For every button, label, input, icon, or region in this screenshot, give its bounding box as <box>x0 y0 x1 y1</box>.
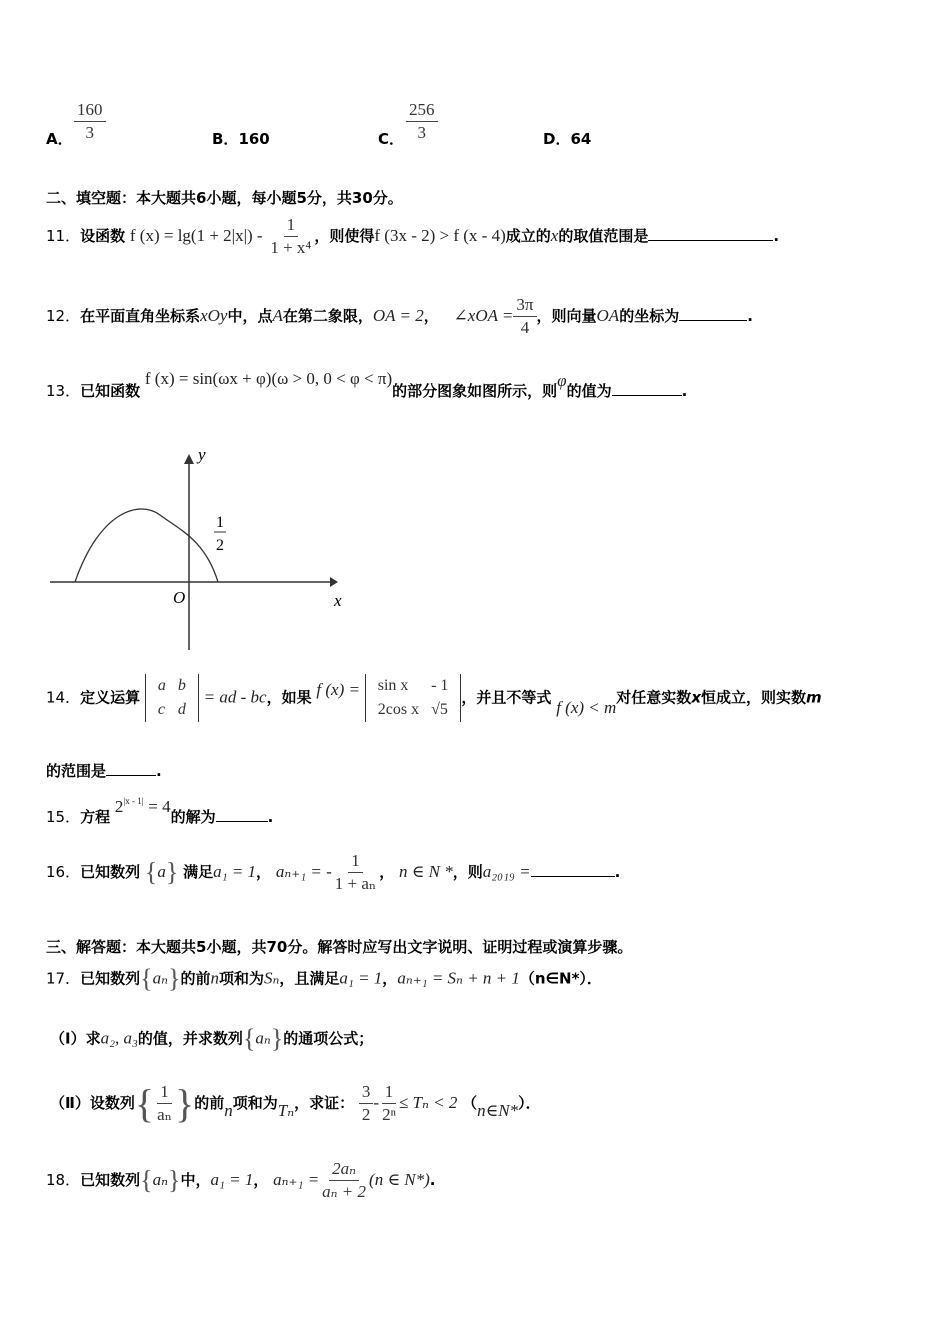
choice-a-value: $\frac{160}{3}$ <box>74 101 106 142</box>
curve <box>75 509 218 582</box>
section-heading-solutions: 三、解答题：本大题共5小题，共70分。解答时应写出文字说明、证明过程或演算步骤。 <box>46 938 633 956</box>
question-17-part1: （Ⅰ）求a₂, a₃的值，并求数列{aₙ}的通项公式； <box>50 1024 374 1053</box>
answer-blank[interactable] <box>216 807 268 822</box>
choice-d: D．64 <box>543 130 592 148</box>
answer-blank[interactable] <box>648 226 773 241</box>
answer-blank[interactable] <box>679 306 747 321</box>
sine-graph <box>40 440 360 660</box>
choice-b: B．160 <box>212 130 270 148</box>
answer-blank[interactable] <box>612 381 682 396</box>
question-14-line2: 的范围是 . <box>46 762 162 780</box>
question-16: 16．已知数列 {a} 满足a₁ = 1， aₙ₊₁ = - $\frac{1}{\text{1 + aₙ}}$ ， n ∈ N *，则a₂₀₁₉ = . <box>46 851 621 893</box>
choice-c-value: $\frac{256}{3}$ <box>406 101 438 142</box>
question-14: 14．定义运算 a b c d = ad - bc，如果 f (x) = sin x - 1 2cos x √5 ，并且不等式 f (x) < m对任意实数x恒成立，则实数m <box>46 674 822 722</box>
origin-label: O <box>173 588 186 607</box>
question-17-part2: （Ⅱ）设数列{ $\frac{1}{\text{aₙ}}$ }的前n项和为Tₙ，求证： $\frac{3}{2}$ - $\frac{1}{\text{2ⁿ}}$ ≤ Tₙ < 2 （n∈N*）． <box>50 1081 541 1126</box>
x-axis-arrow-icon <box>330 577 338 587</box>
question-11: 11．设函数 f (x) = lg(1 + 2|x|) - $\frac{1}{\text{1 + x⁴}}$ ，则使得f (3x - 2) > f (x - 4)成立的x的取值范围是 . <box>46 215 780 257</box>
half-den: 2 <box>216 537 224 554</box>
y-axis-arrow-icon <box>184 454 194 464</box>
answer-blank[interactable] <box>106 761 156 776</box>
determinant-fx: sin x - 1 2cos x √5 <box>365 674 462 722</box>
choice-a: A． <box>46 130 73 148</box>
determinant-def: a b c d <box>145 674 199 722</box>
question-15: 15．方程 $2^{|x - 1|} = 4$的解为 . <box>46 796 274 826</box>
x-label: x <box>334 591 342 610</box>
question-13: 13．已知函数 f (x) = sin(ωx + φ)(ω > 0, 0 < φ < π)的部分图象如图所示，则φ的值为 . <box>46 369 688 400</box>
half-num: 1 <box>216 514 224 531</box>
question-18: 18．已知数列{aₙ}中，a₁ = 1， aₙ₊₁ = $\frac{\text{2aₙ}}{\text{aₙ + 2}}$ (n ∈ N*). <box>46 1159 436 1201</box>
choice-c: C． <box>378 130 405 148</box>
section-heading-fill-in: 二、填空题：本大题共6小题，每小题5分，共30分。 <box>46 189 403 207</box>
answer-blank[interactable] <box>531 862 615 877</box>
y-label: y <box>198 445 206 464</box>
question-12: 12．在平面直角坐标系xOy中，点A在第二象限，OA = 2， ∠xOA = $\frac{3\pi}{4}$ ，则向量OA的坐标为 . <box>46 295 753 337</box>
question-17: 17．已知数列{aₙ}的前n项和为Sₙ，且满足a₁ = 1，aₙ₊₁ = Sₙ + n + 1（n∈N*）． <box>46 964 602 993</box>
